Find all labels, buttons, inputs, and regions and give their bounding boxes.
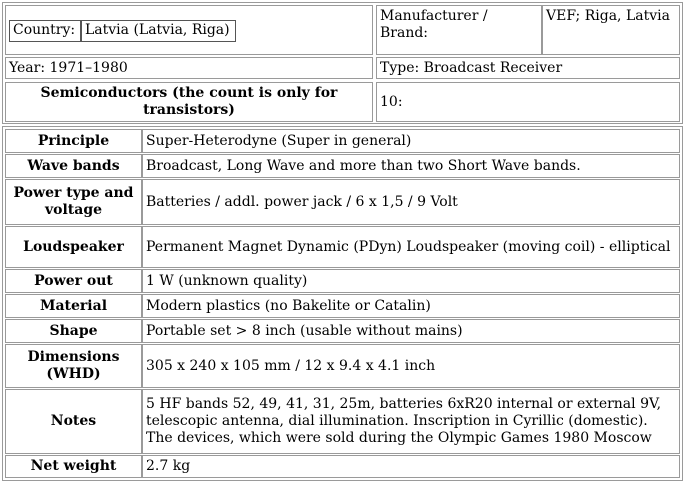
spec-value-principle: Super-Heterodyne (Super in general): [142, 129, 680, 153]
spec-value-loudspeaker: Permanent Magnet Dynamic (PDyn) Loudspeaker (moving coil) - elliptical: [142, 226, 680, 268]
spec-value-wave-bands: Broadcast, Long Wave and more than two Short Wave bands.: [142, 154, 680, 178]
spec-value-shape: Portable set > 8 inch (usable without mains): [142, 319, 680, 343]
semiconductors-label: Semiconductors (the count is only for transistors): [5, 82, 373, 122]
spec-label-principle: Principle: [5, 129, 142, 153]
spec-label-power-type: Power type and voltage: [5, 179, 142, 225]
spec-value-notes: 5 HF bands 52, 49, 41, 31, 25m, batteries 6xR20 internal or external 9V, telescopic antenna, dial illumination. Inscription in Cyrillic (domestic). The devices, which were sold during the Olympic Games 1980 Moscow: [142, 389, 680, 454]
spec-label-shape: Shape: [5, 319, 142, 343]
country-value: Latvia (Latvia, Riga): [81, 20, 236, 42]
spec-value-net-weight: 2.7 kg: [142, 455, 680, 478]
spec-value-material: Modern plastics (no Bakelite or Catalin): [142, 294, 680, 318]
spec-label-loudspeaker: Loudspeaker: [5, 226, 142, 268]
country-label: Country:: [9, 20, 81, 42]
spec-label-material: Material: [5, 294, 142, 318]
type-cell: Type: Broadcast Receiver: [376, 57, 680, 79]
spec-label-dimensions: Dimensions (WHD): [5, 344, 142, 388]
year-cell: Year: 1971–1980: [5, 57, 373, 79]
spec-value-power-out: 1 W (unknown quality): [142, 269, 680, 293]
spec-label-notes: Notes: [5, 389, 142, 454]
country-cell: [5, 5, 373, 55]
semiconductors-value: 10:: [376, 82, 680, 122]
manufacturer-value: VEF; Riga, Latvia: [542, 5, 680, 55]
spec-label-wave-bands: Wave bands: [5, 154, 142, 178]
manufacturer-label: Manufacturer / Brand:: [376, 5, 542, 55]
spec-value-dimensions: 305 x 240 x 105 mm / 12 x 9.4 x 4.1 inch: [142, 344, 680, 388]
spec-label-net-weight: Net weight: [5, 455, 142, 478]
spec-label-power-out: Power out: [5, 269, 142, 293]
spec-value-power-type: Batteries / addl. power jack / 6 x 1,5 / 9 Volt: [142, 179, 680, 225]
